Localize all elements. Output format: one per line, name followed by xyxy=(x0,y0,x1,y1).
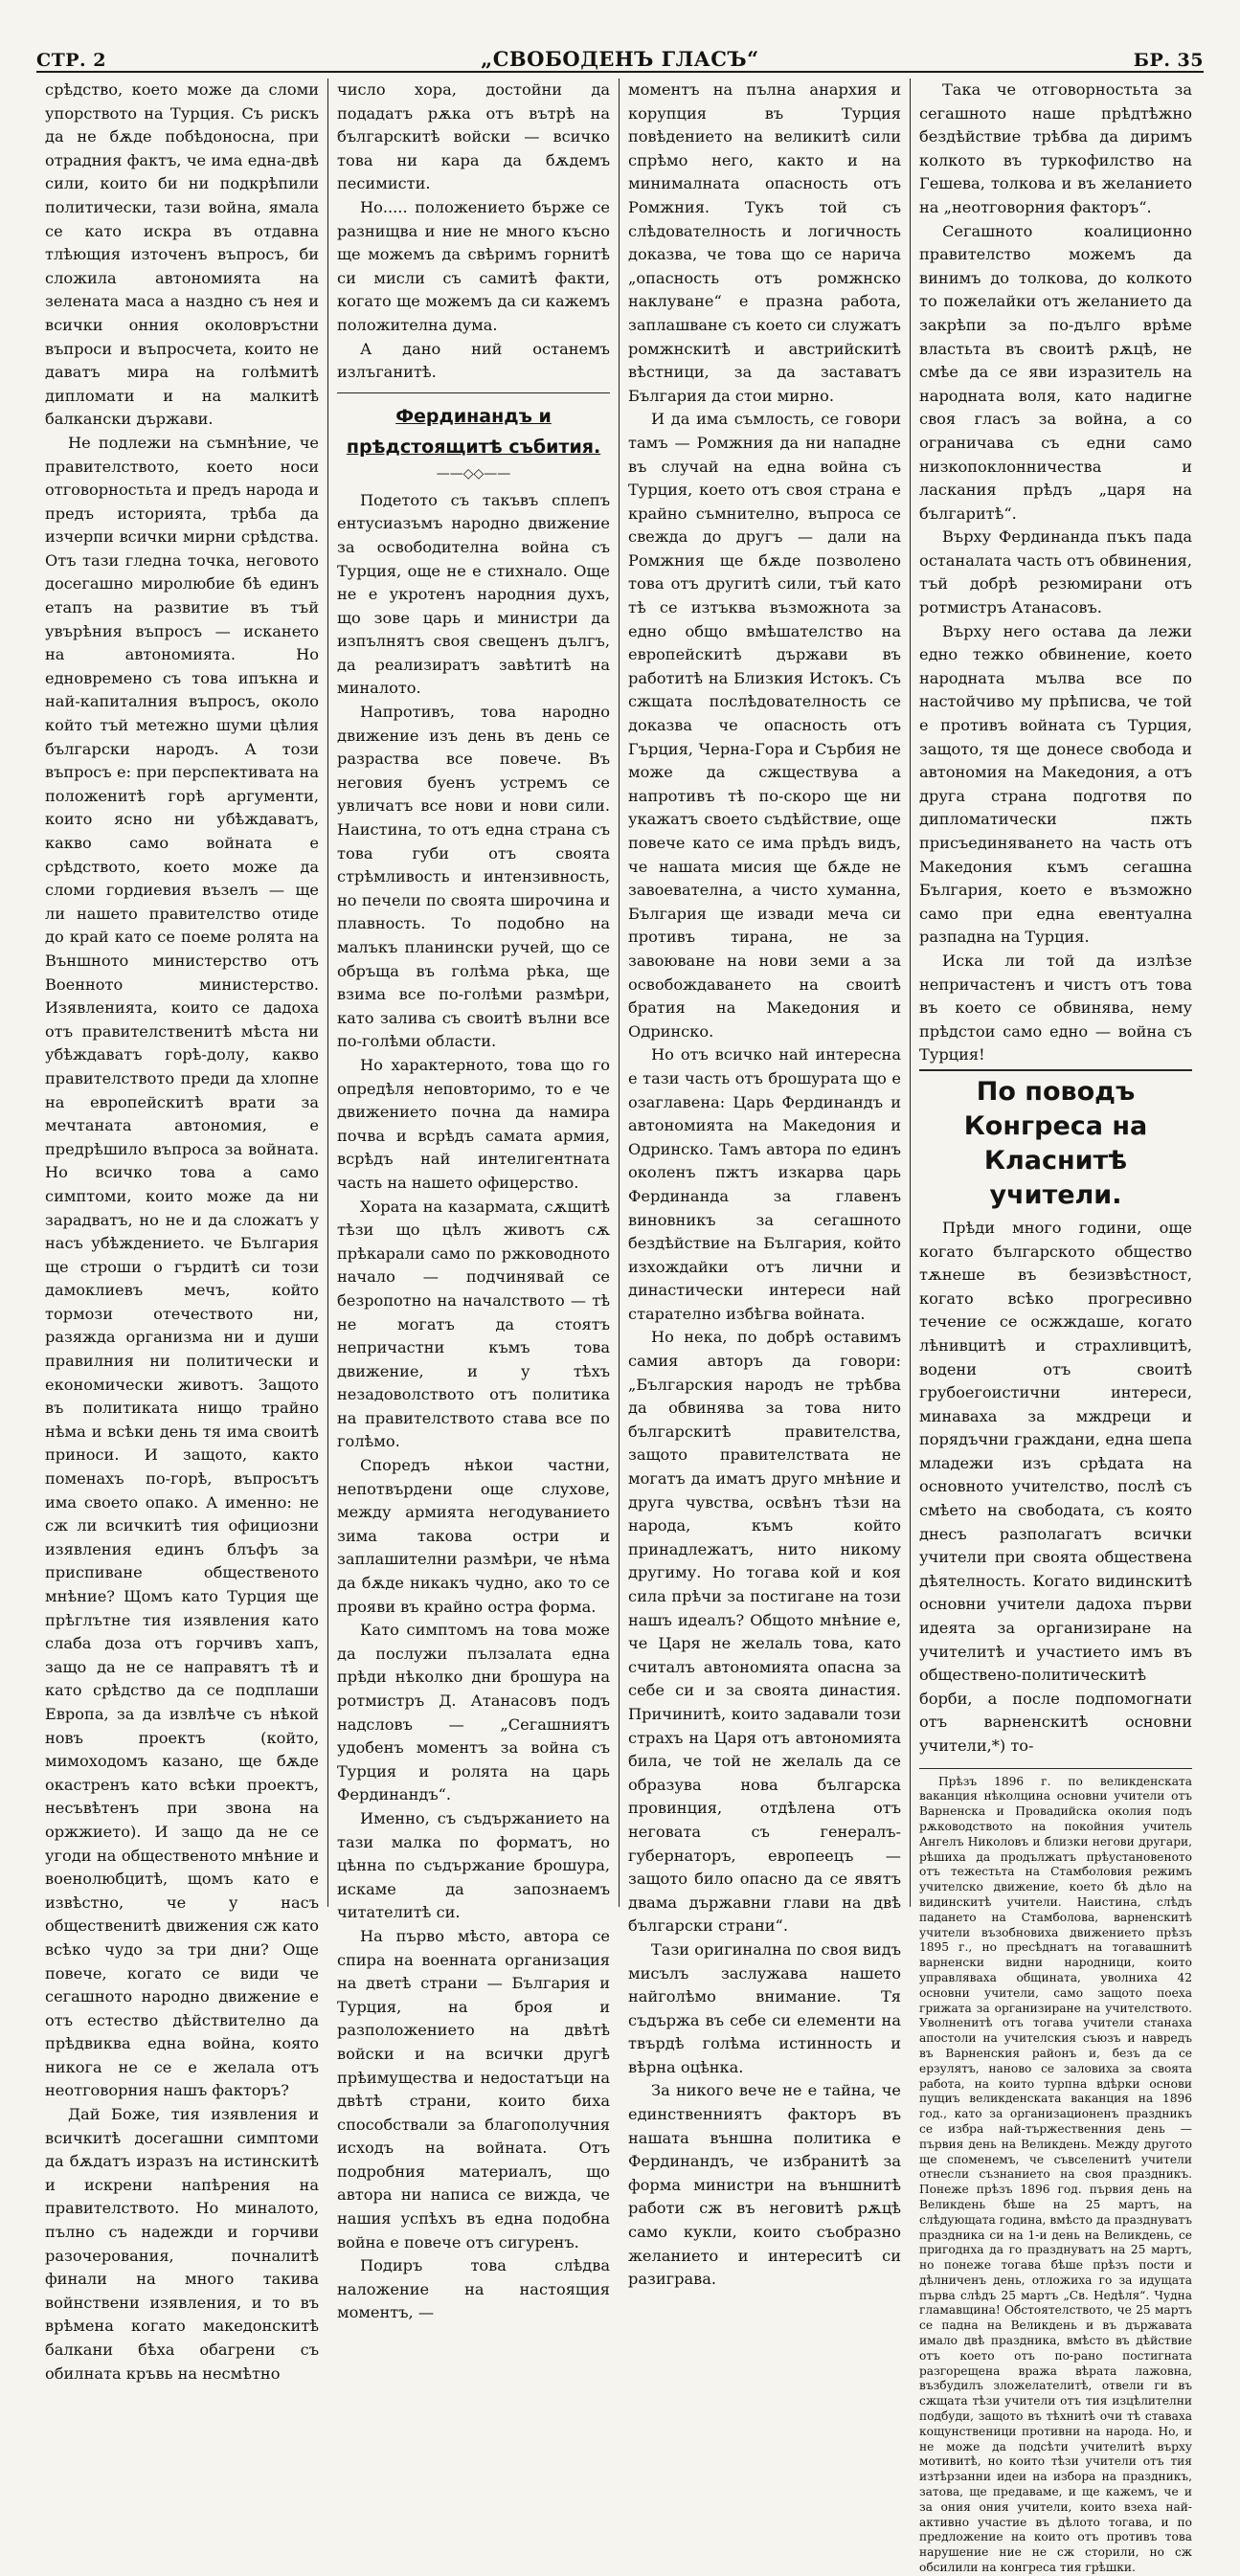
footnote-text: Прѣзъ 1896 г. по великденската ваканция нѣколцина основни учители отъ Варненска и Провадийска околия подъ рѫководството на покойния учитель Ангелъ Николовъ и близки негови другари, рѣшиха да продължатъ прѣустановеното отъ тежестьта на Стамболовия режимъ учителско движение, което бѣ дѣло на видинскитѣ учители. Наистина, слѣдъ падането на Стамболова, варненскитѣ учители възобновиха движението прѣзъ 1895 г., но пресѣднатъ на тогавашнитѣ варненски видни народници, които управляваха общината, уволниха 42 основни учители, само защото поеха грижата за организиране на учителството. Уволненитѣ отъ тогава учители станаха апостоли на учителския съюзъ и навредъ въ Варненския районъ и, безъ да се ерзулятъ, наново се заловиха за своята работа, на които турпна вдѣрки основи пущиъ великденската ваканция на 1896 год., като за организационенъ праздникъ се избра най-тържественния день — първия день на Великдень. Между другото ще споменемъ, че съвселенитѣ учители отнесли съзнанието на своя праздникъ. Понеже прѣзъ 1896 год. първия день на Великдень бѣше на 25 мартъ, на слѣдующата година, вмѣсто да празднуватъ праздника си на 1-и день на Великдень, се пригоднха да го празднуватъ на 25 мартъ, но понеже тогава бѣше прѣзъ пости и дѣлниченъ день, отложиха го за идущата първа слѣдъ 25 мартъ „Св. Недѣля“. Чудна гламавщина! Обстоятелството, че 25 мартъ се падна на Великдень и въ държавата имало двѣ праздника, вмѣсто въ дѣйствие отъ което отъ по-рано постигната разгорещена вража вѣрата лажовна, възбудилъ зложелателитѣ, отвели ги въ сжщата тѣзи учители отъ тия изцѣлителни подбуди, защото въ тѣхнитѣ очи тѣ ставаха кощунственици противни на народа. Но, и не може да подсѣти учителитѣ върху мотивитѣ, но които тѣзи учители отъ тия изтѣрзанни идеи на избора на праздникъ, затова, ще предаваме, и ще кажемъ, че и за ония ония учители, които взеха най-активно участие въ дѣлото тогава, и по предложение на които отъ противъ това нарушение ние не сж сторили, но сж обсилили на конгреса тия грѣшки. xyxy=(919,1774,1192,2575)
section-divider xyxy=(337,392,610,393)
issue-number: БР. 35 xyxy=(1133,50,1204,71)
paragraph: Но отъ всичко най интересна е тази часть отъ брошурата що е озаглавена: Царь Фердинандъ и автономията на Македония и Одринско. Тамъ автора по единъ околенъ пжтъ изкарва царь Фердинанда за главенъ виновникъ за сегашното бездѣйствие на България, който изхождайки отъ лични и династически интереси най старателно избѣгва войната. xyxy=(628,1045,901,1323)
paragraph: Споредъ нѣкои частни, непотвърдени още слухове, между армията негодуванието зима такова остри и заплашителни размѣри, че нѣма да бѫде никакъ чудно, ако то се прояви въ крайно остра форма. xyxy=(337,1456,610,1616)
paragraph: число хора, достойни да подадатъ рѫка отъ вътрѣ на българскитѣ войски — всичко това ни кара да бѫдемъ песимисти. xyxy=(337,80,610,193)
paragraph: Върху Фердинанда пъкъ пада останалата часть отъ обвинения, тъй добрѣ резюмирани отъ ротмистръ Атанасовъ. xyxy=(919,527,1192,617)
article-title-ferdinand: Фердинандъ и прѣдстоящитѣ събития. xyxy=(346,405,601,458)
page-header xyxy=(36,29,1204,73)
paragraph: Така че отговорностьта за сегашното наше прѣдтѣжно бездѣйствие трѣбва да диримъ колкото въ туркофилство на Гешева, толкова и въ желанието на „неотговорния факторъ“. xyxy=(919,80,1192,216)
footnote xyxy=(919,1768,1192,2576)
column-1 xyxy=(36,78,327,2383)
paragraph: За никого вече не е тайна, че единственниятъ факторъ въ нашата външна политика е Фердинандъ, че избранитѣ за форма министри на външнитѣ работи сж въ неговитѣ рѫцѣ само кукли, които съобразно желанието и интереситѣ си разиграва. xyxy=(628,2081,901,2289)
paragraph: Иска ли той да излѣзе непричастенъ и чистъ отъ това въ което се обвинява, нему прѣдстои само едно — война съ Турция! xyxy=(919,950,1192,1071)
paragraph: Като симптомъ на това може да послужи пълзалата една прѣди нѣколко дни брошура на ротмистръ Д. Атанасовъ подъ надсловъ — „Сегашниятъ удобенъ моментъ за война съ Турция и ролята на царь Фердинандъ“. xyxy=(337,1621,610,1804)
paragraph: срѣдство, което може да сломи упорството на Турция. Съ рискъ да не бѫде побѣдоносна, при отрадния фактъ, че има една-двѣ сили, които би ни подкрѣпили политически, тази война, ямала се като искра въ отдавна тлѣющия източенъ въпросъ, би сложила автономията на зелената маса а наздно съ нея и всички онния околовръстни въпроси и въпросчета, които не даватъ мира на голѣмитѣ дипломати и на малкитѣ балкански държави. xyxy=(45,80,319,429)
paragraph: Напротивъ, това народно движение изъ день въ день се разраства все повече. Въ неговия буенъ устремъ се увличатъ все нови и нови сили. Наистина, то отъ една страна съ това губи отъ своята стрѣмливость и интензивность, но печели по своята широчина и плавность. То подобно на малъкъ планински ручей, що се обръща въ голѣма рѣка, ще взима все по-голѣми размѣри, като залива съ своитѣ вълни все по-голѣми области. xyxy=(337,703,610,1051)
article-title-congress: По поводъ Конгреса на Класнитѣ учители. xyxy=(963,1076,1148,1210)
paragraph: Именно, съ съдържанието на тази малка по форматъ, но цѣнна по съдържание брошура, искаме да запознаемъ читателитѣ си. xyxy=(337,1808,610,1922)
paragraph: Но характерното, това що го опредѣля неповторимо, то е че движението почна да намира почва и всрѣдъ самата армия, всрѣдъ най интелигентната часть на нашето офицерство. xyxy=(337,1055,610,1192)
column-3 xyxy=(619,78,910,2289)
page-number: СТР. 2 xyxy=(36,50,106,71)
paragraph: Прѣди много години, още когато българското общество тѫнеше въ безизвѣстност, когато всѣко прогресивно течение се осжждаше, когато лѣнивцитѣ и страхливцитѣ, водени отъ своитѣ грубоегоистични интереси, минаваха за мждреци и порядъчни граждани, една шепа младежи изъ срѣдата на основното учителство, послѣ съ смѣето на свободата, съ която днесъ разполагатъ всички учители при своята обществена дѣятелность. Когато видинскитѣ основни учители дадоха първи идеята за организиране на учителитѣ и участието имъ въ обществено-политическитѣ борби, а после подпомогнати отъ варненскитѣ основни учители,*) то- xyxy=(919,1218,1192,1755)
paragraph: Дай Боже, тия изявления и всичкитѣ досегашни симптоми да бѫдатъ изразъ на истинскитѣ и искрени напѣрения на правителството. Но миналото, пълно съ надежди и горчиви разочерования, почналитѣ финали на много такива войнствени изявления, и то въ врѣмена когато македонскитѣ балкани бѣха обагрени съ обилната кръвь на несмѣтно xyxy=(45,2105,319,2383)
paragraph: Хората на казармата, сѫщитѣ тѣзи що цѣлъ животъ сѫ прѣкарали само по ржководното начало — подчинявай се безропотно на началството — тѣ не могатъ да стоятъ непричастни къмъ това движение, и у тѣхъ незадоволството отъ политика на правителството става все по голѣмо. xyxy=(337,1197,610,1451)
paragraph: Не подлежи на съмнѣние, че правителството, което носи отговорностьта и предъ народа и предъ историята, трѣба да изчерпи всички мирни срѣдства. Отъ тази гледна точка, неговото досегашно миролюбие бѣ единъ етапъ на развитие въ тъй увърѣния въпросъ — искането на автономията. Но едновремено съ това ипъкна и най-капиталния въпросъ, около който тъй метежно шуми цѣлия български народъ. А този въпросъ е: при перспективата на положенитѣ горѣ аргументи, които ясно ни убѣждаватъ, какво само войната е срѣдството, което може да сломи гордиевия възелъ — ще ли нашето правителство отиде до край като се поеме ролята на Външното министерство отъ Военното министерство. Изявленията, които се дадоха отъ правителственитѣ мѣста ни убѣждаватъ горѣ-долу, какво правителството преди да хлопне на европейскитѣ врати за мечтаната автономия, е предрѣшило въпроса за войната. Но всичко това а само симптоми, които може да ни зарадватъ, но не и да сложатъ у насъ убѣждението. че България ще строши о гърдитѣ си този дамоклиевъ мечъ, който тормози отечеството ни, разяжда организма ни и души правилния ни политически и економически животъ. Защото въ политиката нищо трайно нѣма и всѣки день тя има своитѣ приноси. И защото, както поменахъ по-горѣ, въпросътъ има своето опако. А именно: не сж ли всичкитѣ тия официозни изявления единъ блъфъ за приспиване общественото мнѣние? Щомъ като Турция ще прѣглътне тия изявления като слаба доза отъ горчивъ хапъ, защо да не се направятъ тѣ и като срѣдство да се подплаши Европа, за да извлѣче съ нѣкой новъ проектъ (който, мимоходомъ казано, ще бѫде окастренъ като всѣки проектъ, несъвѣтенъ при звона на оржжието). И защо да не се угоди на общественото мнѣние и военолюбцитѣ, щомъ като е извѣстно, че у насъ общественитѣ движения сж като всѣко чудо за три дни? Още повече, когато се види че сегашното народно движение е отъ естество дѣйствително да прѣдвиква една война, която никога не се е желала отъ неотговорния нашъ факторъ? xyxy=(45,433,319,2100)
paragraph: А дано ний останемъ излъганитѣ. xyxy=(337,339,610,382)
newspaper-title: „СВОБОДЕНЪ ГЛАСЪ“ xyxy=(481,47,759,71)
paragraph: Но нека, по добрѣ оставимъ самия авторъ да говори: „Българския народъ не трѣбва да обвинява за това нито българскитѣ правителства, защото правителствата не могатъ да иматъ друго мнѣние и друга чувства, освѣнъ тѣзи на народа, къмъ който принадлежатъ, нито никому другиму. Но тогава кой и коя сила прѣчи за постигане на този нашъ идеалъ? Общото мнѣние е, че Царя не желаль това, като считалъ автономията опасна за себе си и за своята династия. Причинитѣ, които задавали този страхъ на Царя отъ автономията била, че той не желаль да се образува нова българска провинция, отдѣлена отъ неговата съ генералъ-губернаторъ, европеецъ — защото било опасно да се явятъ двама държавни глави на двѣ български страни“. xyxy=(628,1328,901,1936)
paragraph: И да има съмлость, се говори тамъ — Ромжния да ни нападне въ случай на една война съ Турция, което отъ своя страна е крайно съмнително, въпроса се свежда до другъ — дали на Ромжния ще бѫде позволено това отъ другитѣ сили, тъй като тѣ се изтъква възможнота за едно общо вмѣшателство на европейскитѣ държави въ работитѣ на Близкия Истокъ. Съ сжщата послѣдователность се доказва че опасность отъ Гърция, Черна-Гора и Сърбия не може да сжществува а напротивъ тѣ по-скоро ще ни укажатъ своето съдѣйствие, още повече като се има прѣдъ видъ, че нашата мисия ще бѫде не завоевателна, а чисто хуманна, България ще извади меча си противъ тирана, не за завоюване на нови земи а за освобождаването на своитѣ братия на Македония и Одринско. xyxy=(628,410,901,1041)
paragraph: Сегашното коалиционно правителство можемъ да винимъ до толкова, до колкото то пожелайки отъ желанието да закрѣпи за по-дълго врѣме властьта въ своитѣ рѫцѣ, не смѣе да се яви изразитель на народната воля, като надигне своя гласъ за война, а со ограничава съ едни само низкопоклонничества и ласкания прѣдъ „царя на българитѣ“. xyxy=(919,221,1192,523)
paragraph: На първо мѣсто, автора се спира на военната организация на дветѣ страни — България и Турция, на броя и разположението на двѣтѣ войски и на всички другѣ прѣимущества и недостатъци на двѣтѣ страни, които биха способствали за благополучния исходъ на войната. Отъ подробния материалъ, що автора ни написа се вижда, че нашия успѣхъ въ една подобна война е повече отъ сигуренъ. xyxy=(337,1926,610,2251)
paragraph: Подетото съ такъвъ сплепъ ентусиазъмъ народно движение за освободителна война съ Турция, още не е стихнало. Още не е укротенъ народния духъ, що зове царь и министри да изпълнятъ своя свещенъ дългъ, да реализиратъ завѣтитѣ на миналото. xyxy=(337,490,610,698)
paragraph: Върху него остава да лежи едно тежко обвинение, което народната мълва все по настойчиво му прѣписва, че той е противъ войната съ Турция, защото, тя ще донесе свобода и автономия на Македония, а отъ друга страна подготвя по дипломатически пжть присъединяването на часть отъ Македония къмъ сегашна България, което е възможно само при една евентуална разпадна на Турция. xyxy=(919,621,1192,947)
paragraph: Но..... положението бърже се разнищва и ние не много късно ще можемъ да свѣримъ горнитѣ си мисли съ самитѣ факти, когато ще можемъ да си кажемъ положителна дума. xyxy=(337,197,610,334)
column-2 xyxy=(327,78,619,2322)
column-4 xyxy=(910,78,1201,2575)
ornament-divider: ——◇◇—— xyxy=(436,465,511,482)
paragraph: Тази оригинална по своя видъ мисълъ заслужава нашето найголѣмо внимание. Тя съдържа въ себе си елементи на твърдѣ голѣма истинность и вѣрна оцѣнка. xyxy=(628,1939,901,2076)
paragraph: Подиръ това слѣдва наложение на настоящия моментъ, — xyxy=(337,2256,610,2322)
paragraph: моментъ на пълна анархия и корупция въ Турция повѣдението на великитѣ сили спрѣмо него, както и на минималната опасность отъ Ромжния. Тукъ той съ слѣдователность и логичность доказва, че това що се нарича „опасность отъ ромжнско наклуване“ е празна работа, заплашване съ което си служатъ ромжнскитѣ и австрийскитѣ вѣстници, за да заставатъ България да стои мирно. xyxy=(628,80,901,405)
article-columns xyxy=(36,78,1204,2575)
